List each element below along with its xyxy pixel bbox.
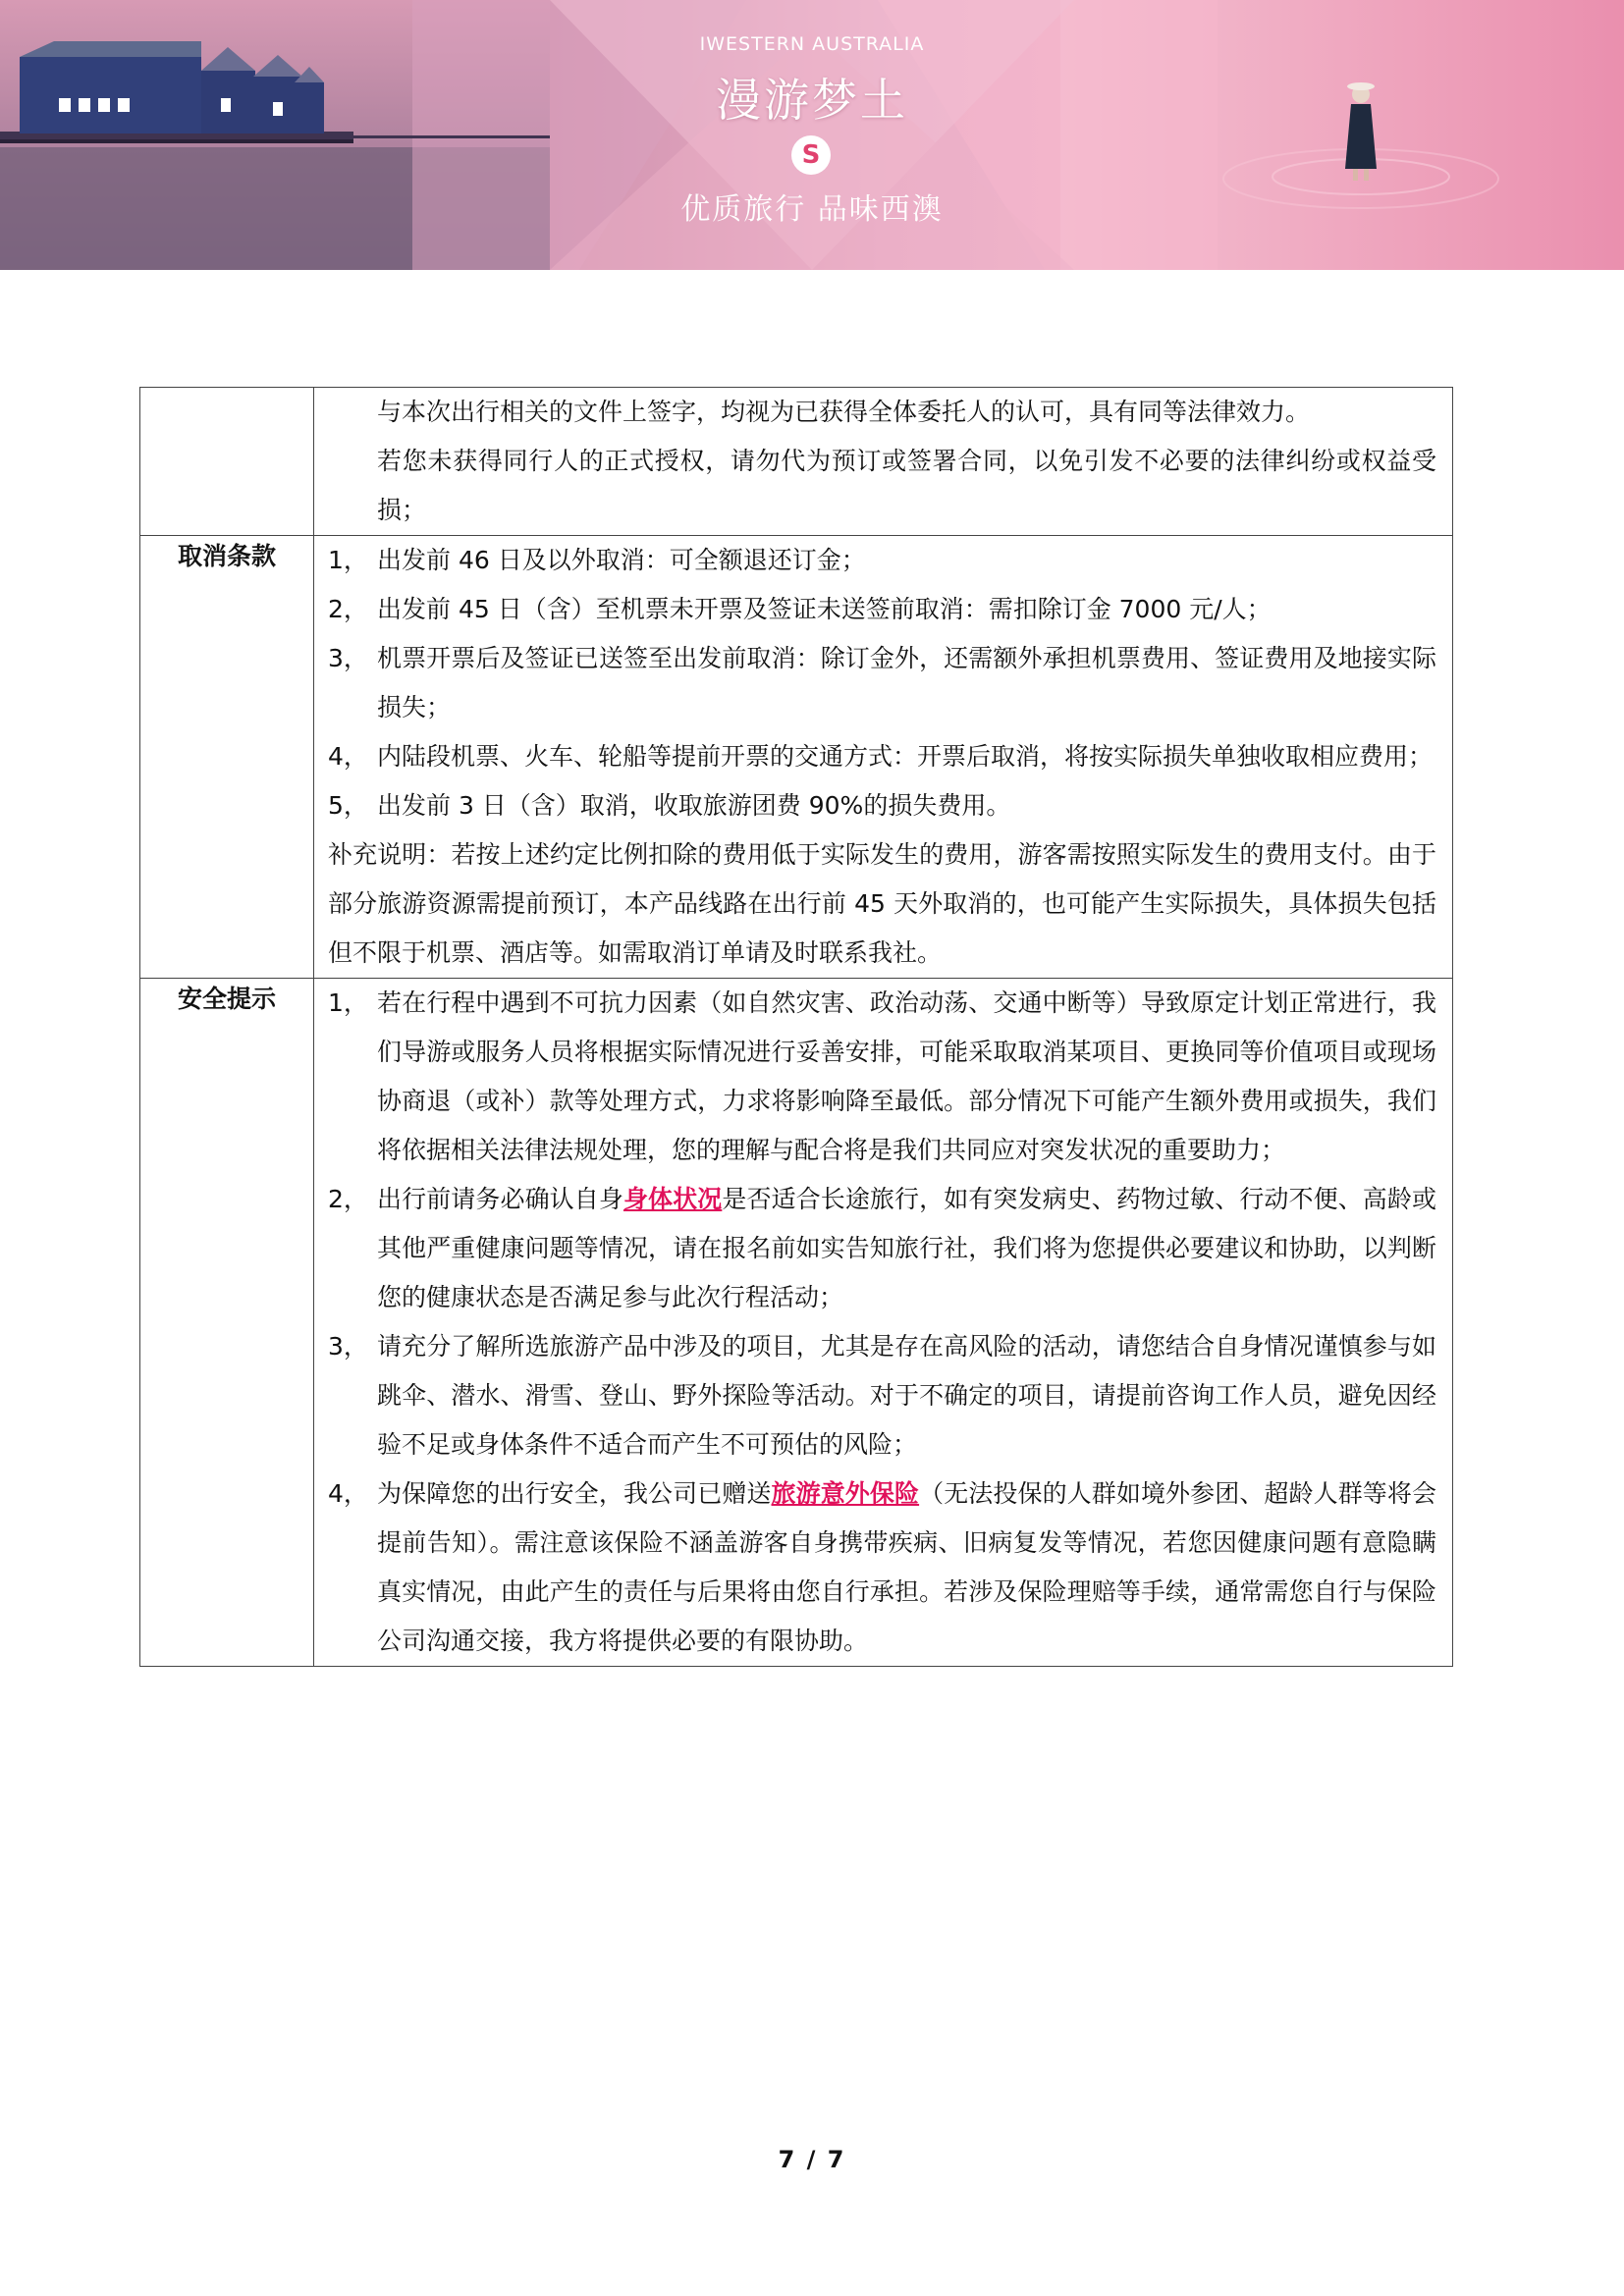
safety-content: [314, 979, 1453, 1667]
item-text: 内陆段机票、火车、轮船等提前开票的交通方式：开票后取消，将按实际损失单独收取相应费用；: [377, 742, 1434, 771]
item-number: 2，: [328, 595, 368, 623]
item-number: 2，: [328, 1185, 368, 1213]
list-item: [328, 536, 1436, 585]
item-text: 机票开票后及签证已送签至出发前取消：除订金外，还需额外承担机票费用、签证费用及地接实际损失；: [377, 644, 1436, 721]
row-label-cancel: 取消条款: [140, 536, 314, 979]
list-item: [328, 1469, 1436, 1666]
item-text-pre: 出行前请务必确认自身: [377, 1185, 623, 1213]
item-text: 出发前 45 日（含）至机票未开票及签证未送签前取消：需扣除订金 7000 元/人；: [377, 595, 1272, 623]
item-number: 4，: [328, 1479, 368, 1508]
table-row: [140, 536, 1453, 979]
item-text-post: （无法投保的人群如境外参团、超龄人群等将会提前告知）。需注意该保险不涵盖游客自身携带疾病、旧病复发等情况，若您因健康问题有意隐瞒真实情况，由此产生的责任与后果将由您自行承担。若涉及保险理赔等手续，通常需您自行与保险公司沟通交接，我方将提供必要的有限协助。: [377, 1479, 1436, 1655]
item-number: 5，: [328, 791, 368, 820]
item-text: 出发前 3 日（含）取消，收取旅游团费 90%的损失费用。: [377, 791, 1011, 820]
item-number: 1，: [328, 988, 368, 1017]
highlight-health-condition: 身体状况: [623, 1185, 723, 1213]
authorization-text: 若您未获得同行人的正式授权，请勿代为预订或签署合同，以免引发不必要的法律纠纷或权益受损；: [377, 447, 1436, 524]
row-label-empty: [140, 388, 314, 536]
list-item: [328, 585, 1436, 634]
list-item: [328, 781, 1436, 830]
item-text-pre: 为保障您的出行安全，我公司已赠送: [377, 1479, 772, 1508]
list-item: [328, 979, 1436, 1175]
item-number: 4，: [328, 742, 368, 771]
item-number: 3，: [328, 644, 368, 672]
table-row: [140, 388, 1453, 536]
list-item: [328, 1322, 1436, 1469]
list-item: [328, 732, 1436, 781]
brand-chinese: 漫游梦土: [716, 74, 908, 127]
brand-tagline: 优质旅行 品味西澳: [680, 192, 944, 227]
table-row: [140, 979, 1453, 1667]
item-text: 若在行程中遇到不可抗力因素（如自然灾害、政治动荡、交通中断等）导致原定计划正常进行，我们导游或服务人员将根据实际情况进行妥善安排，可能采取取消某项目、更换同等价值项目或现场协商退（或补）款等处理方式，力求将影响降至最低。部分情况下可能产生额外费用或损失，我们将依据相关法律法规处理，您的理解与配合将是我们共同应对突发状况的重要助力；: [377, 988, 1436, 1164]
authorization-text: 与本次出行相关的文件上签字，均视为已获得全体委托人的认可，具有同等法律效力。: [377, 398, 1311, 426]
header-banner: [0, 0, 1624, 270]
brand-english: IWESTERN AUSTRALIA: [699, 33, 925, 55]
item-number: 1，: [328, 546, 368, 574]
authorization-content: [314, 388, 1453, 536]
item-text: 出发前 46 日及以外取消：可全额退还订金；: [377, 546, 866, 574]
item-text: 请充分了解所选旅游产品中涉及的项目，尤其是存在高风险的活动，请您结合自身情况谨慎参与如跳伞、潜水、滑雪、登山、野外探险等活动。对于不确定的项目，请提前咨询工作人员，避免因经验不足或身体条件不适合而产生不可预估的风险；: [377, 1332, 1436, 1459]
brand-logo-icon: S: [791, 135, 831, 175]
supplementary-note: 补充说明：若按上述约定比例扣除的费用低于实际发生的费用，游客需按照实际发生的费用支付。由于部分旅游资源需提前预订，本产品线路在出行前 45 天外取消的，也可能产生实际损失，具体损失包括但不限于机票、酒店等。如需取消订单请及时联系我社。: [328, 840, 1436, 967]
page-number: 7 / 7: [778, 2146, 846, 2173]
list-item: [328, 634, 1436, 732]
row-label-safety: 安全提示: [140, 979, 314, 1667]
item-text: [377, 1469, 1436, 1666]
item-text: [377, 1175, 1436, 1322]
cancel-content: [314, 536, 1453, 979]
item-number: 3，: [328, 1332, 368, 1361]
list-item: [328, 1175, 1436, 1322]
highlight-travel-insurance: 旅游意外保险: [771, 1479, 920, 1508]
terms-table: [139, 387, 1453, 1667]
item-text-post: 是否适合长途旅行，如有突发病史、药物过敏、行动不便、高龄或其他严重健康问题等情况，请在报名前如实告知旅行社，我们将为您提供必要建议和协助，以判断您的健康状态是否满足参与此次行程活动；: [377, 1185, 1436, 1311]
